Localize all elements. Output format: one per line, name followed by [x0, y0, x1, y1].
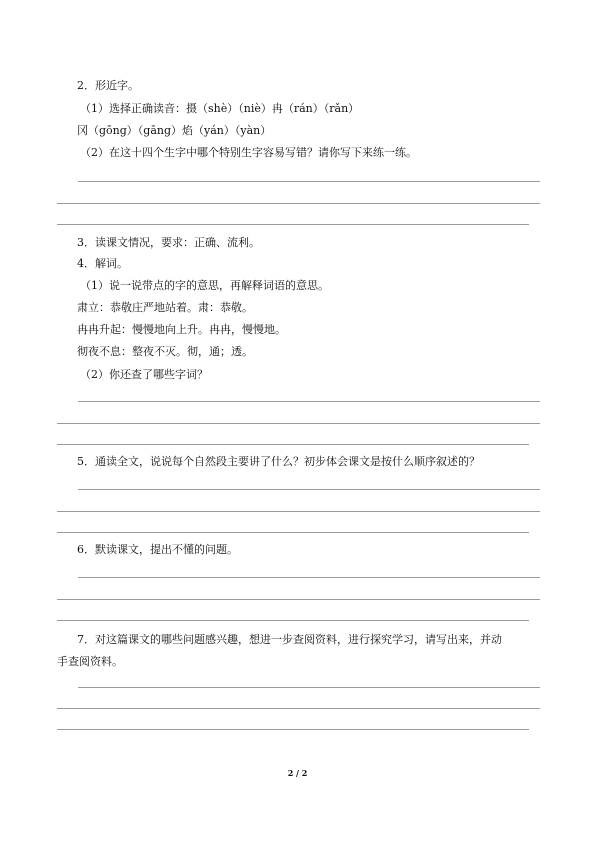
page-number: 2 / 2	[287, 768, 308, 778]
section-2-q1-line1: （1）选择正确读音：摄（shè）（niè）冉（rán）（rǎn）	[80, 102, 360, 115]
section-4-title: 4．解词。	[77, 257, 128, 270]
section-6-title: 6．默读课文，提出不懂的问题。	[77, 543, 238, 556]
answer-line[interactable]	[78, 401, 540, 402]
answer-line[interactable]	[57, 729, 529, 730]
answer-line[interactable]	[78, 489, 540, 490]
section-2-title: 2．形近字。	[77, 79, 139, 92]
section-4-q1: （1）说一说带点的字的意思，再解释词语的意思。	[80, 279, 329, 292]
answer-line[interactable]	[57, 708, 540, 709]
section-2-q1-line2: 冈（gōng）（gāng）焰（yán）（yàn）	[77, 124, 272, 137]
answer-line[interactable]	[78, 687, 540, 688]
section-2-q2: （2）在这十四个生字中哪个特别生字容易写错？请你写下来练一练。	[80, 146, 417, 159]
answer-line[interactable]	[57, 224, 529, 225]
answer-line[interactable]	[57, 599, 540, 600]
answer-line[interactable]	[78, 181, 540, 182]
word-definition: 肃立：恭敬庄严地站着。肃：恭敬。	[77, 301, 253, 314]
answer-line[interactable]	[57, 511, 540, 512]
answer-line[interactable]	[57, 444, 529, 445]
answer-line[interactable]	[57, 423, 540, 424]
section-4-q2: （2）你还查了哪些字词？	[80, 368, 208, 381]
section-7-title-line2: 手查阅资料。	[57, 655, 123, 668]
answer-line[interactable]	[57, 620, 529, 621]
answer-line[interactable]	[78, 577, 540, 578]
section-7-title-line1: 7．对这篇课文的哪些问题感兴趣，想进一步查阅资料，进行探究学习，请写出来，并动	[77, 633, 502, 646]
section-5-title: 5．通读全文，说说每个自然段主要讲了什么？初步体会课文是按什么顺序叙述的？	[77, 455, 480, 468]
answer-line[interactable]	[57, 532, 529, 533]
answer-line[interactable]	[57, 203, 540, 204]
word-definition: 彻夜不息：整夜不灭。彻，通；透。	[77, 345, 253, 358]
word-definition: 冉冉升起：慢慢地向上升。冉冉，慢慢地。	[77, 323, 286, 336]
section-3-title: 3．读课文情况，要求：正确、流利。	[77, 236, 260, 249]
